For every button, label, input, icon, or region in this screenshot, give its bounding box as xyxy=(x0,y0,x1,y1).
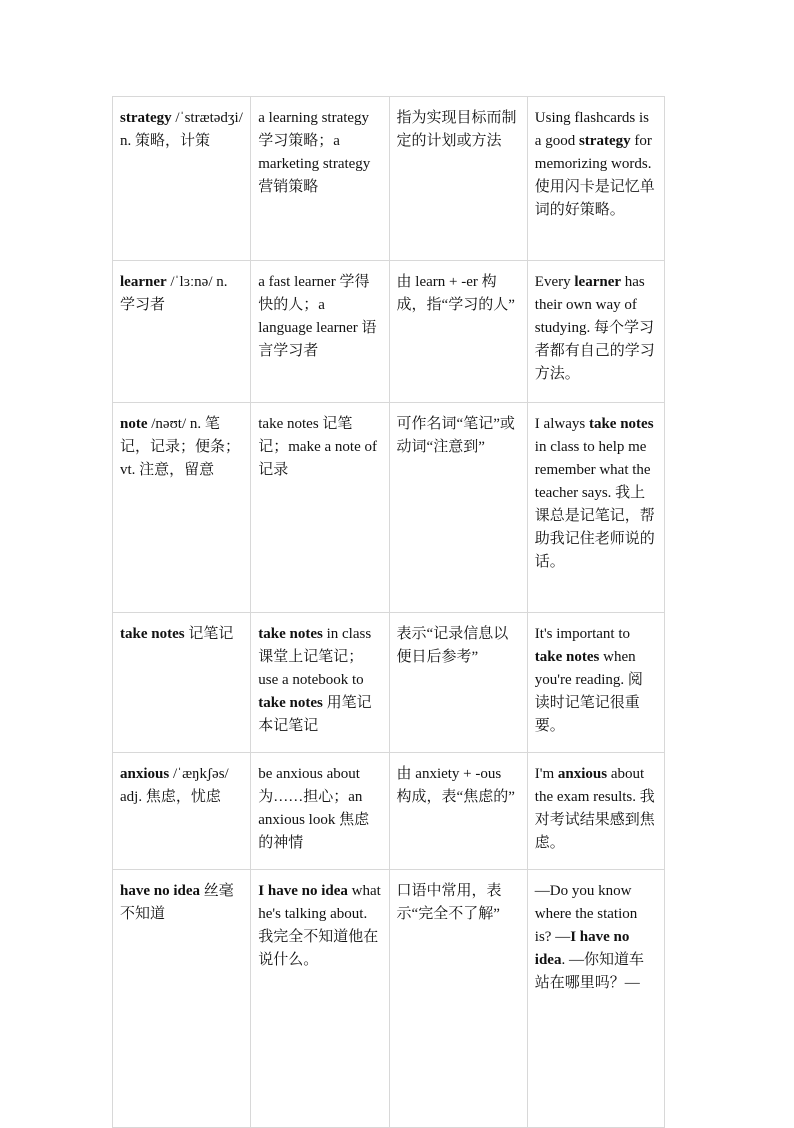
example-text: . —你知道车站在哪里吗？— xyxy=(534,952,644,991)
headword: strategy xyxy=(120,110,172,126)
example-keyword: learner xyxy=(574,274,622,290)
note-cell xyxy=(389,97,527,261)
example-cell xyxy=(527,261,664,403)
phrase-cell xyxy=(251,870,389,1128)
phrase-keyword: I have no idea xyxy=(258,883,348,899)
phrase-keyword: take notes xyxy=(258,695,323,711)
example-cell xyxy=(527,403,664,613)
usage-note: 可作名词“笔记”或动词“注意到” xyxy=(396,416,515,455)
word-cell xyxy=(113,753,251,870)
example-text: when you're reading. 阅读时记笔记很重要。 xyxy=(534,649,643,734)
phrase-text: be anxious about 为……担心；an anxious look 焦虑的神情 xyxy=(258,766,370,851)
example-cell xyxy=(527,613,664,753)
phrase-keyword: take notes xyxy=(258,626,323,642)
word-cell xyxy=(113,261,251,403)
example-keyword: take notes xyxy=(534,649,600,665)
example-keyword: I have no idea xyxy=(534,929,630,968)
table-row xyxy=(113,97,665,261)
headword: have no idea xyxy=(120,883,201,899)
word-definition: 记笔记 xyxy=(184,626,234,642)
word-cell xyxy=(113,870,251,1128)
example-text: Every xyxy=(534,274,575,290)
example-keyword: take notes xyxy=(588,416,654,432)
headword: anxious xyxy=(120,766,170,782)
usage-note: 由 anxiety + -ous 构成，表“焦虑的” xyxy=(396,766,515,805)
phrase-text: 用笔记本记笔记 xyxy=(258,695,372,734)
usage-note: 口语中常用，表示“完全不了解” xyxy=(396,883,502,922)
example-keyword: strategy xyxy=(578,133,631,149)
vocabulary-table xyxy=(112,96,665,1128)
usage-note: 指为实现目标而制定的计划或方法 xyxy=(396,110,517,149)
word-cell xyxy=(113,403,251,613)
note-cell xyxy=(389,753,527,870)
phrase-cell xyxy=(251,613,389,753)
example-cell xyxy=(527,753,664,870)
phrase-cell xyxy=(251,403,389,613)
example-cell xyxy=(527,870,664,1128)
phrase-text: what he's talking about. 我完全不知道他在说什么。 xyxy=(258,883,381,968)
word-definition: /ˈlɜːnə/ n. 学习者 xyxy=(120,274,228,313)
headword: take notes xyxy=(120,626,185,642)
usage-note: 由 learn + -er 构成，指“学习的人” xyxy=(396,274,515,313)
example-text: about the exam results. 我对考试结果感到焦虑。 xyxy=(534,766,655,851)
note-cell xyxy=(389,613,527,753)
example-text: It's important to xyxy=(534,626,630,642)
phrase-cell xyxy=(251,753,389,870)
note-cell xyxy=(389,261,527,403)
phrase-cell xyxy=(251,97,389,261)
example-text: I'm xyxy=(534,766,558,782)
example-keyword: anxious xyxy=(557,766,608,782)
note-cell xyxy=(389,403,527,613)
usage-note: 表示“记录信息以便日后参考” xyxy=(396,626,509,665)
note-cell xyxy=(389,870,527,1128)
example-text: in class to help me remember what the teacher says. 我上课总是记笔记，帮助我记住老师说的话。 xyxy=(534,439,655,570)
word-cell xyxy=(113,97,251,261)
table-row xyxy=(113,613,665,753)
word-definition: /ˈstrætədʒi/ n. 策略，计策 xyxy=(120,110,243,149)
table-row xyxy=(113,403,665,613)
phrase-text: a fast learner 学得快的人；a language learner 语言学习者 xyxy=(258,274,377,359)
word-cell xyxy=(113,613,251,753)
example-text: for memorizing words. 使用闪卡是记忆单词的好策略。 xyxy=(534,133,655,218)
example-text: —Do you know where the station is? — xyxy=(534,883,638,945)
example-text: has their own way of studying. 每个学习者都有自己的学习方法。 xyxy=(534,274,655,382)
headword: note xyxy=(120,416,148,432)
phrase-text: in class 课堂上记笔记；use a notebook to xyxy=(258,626,372,688)
example-text: Using flashcards is a good xyxy=(534,110,649,149)
word-definition: /ˈæŋkʃəs/ adj. 焦虑，忧虑 xyxy=(120,766,229,805)
example-cell xyxy=(527,97,664,261)
table-row xyxy=(113,870,665,1128)
phrase-text: a learning strategy 学习策略；a marketing strategy 营销策略 xyxy=(258,110,371,195)
phrase-text: take notes 记笔记；make a note of 记录 xyxy=(258,416,377,478)
table-row xyxy=(113,753,665,870)
vocabulary-page xyxy=(112,96,665,1128)
table-row xyxy=(113,261,665,403)
word-definition: 丝毫不知道 xyxy=(120,883,234,922)
headword: learner xyxy=(120,274,167,290)
word-definition: /nəʊt/ n. 笔记，记录；便条；vt. 注意，留意 xyxy=(120,416,241,478)
phrase-cell xyxy=(251,261,389,403)
example-text: I always xyxy=(534,416,589,432)
